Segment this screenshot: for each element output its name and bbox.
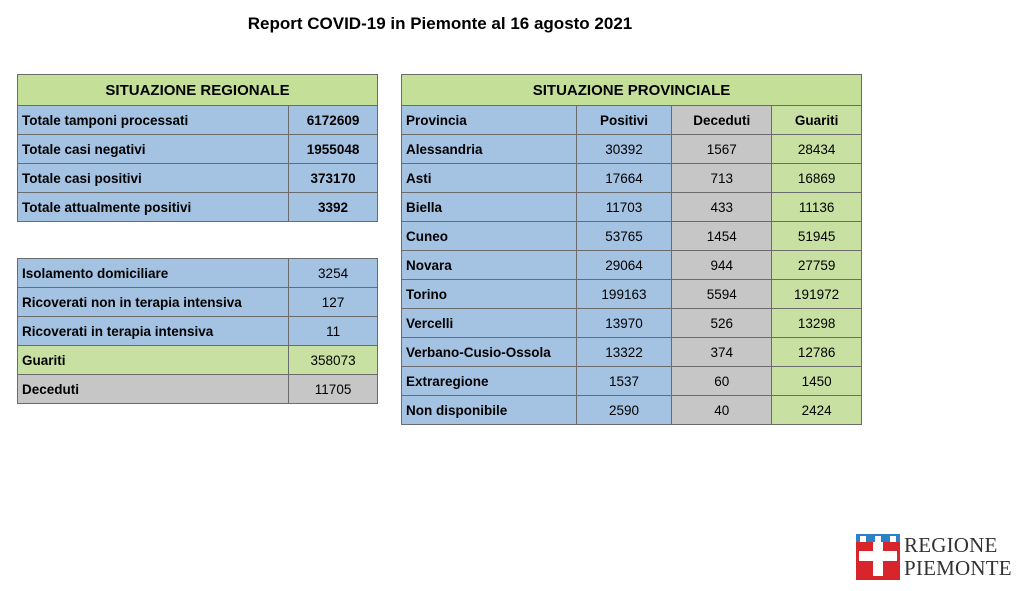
deceduti-value: 433 bbox=[672, 193, 772, 222]
table-row bbox=[402, 309, 862, 338]
positivi-value: 13970 bbox=[576, 309, 672, 338]
table-row bbox=[18, 135, 378, 164]
guariti-value: 51945 bbox=[772, 222, 862, 251]
guariti-value: 12786 bbox=[772, 338, 862, 367]
province-name: Verbano-Cusio-Ossola bbox=[402, 338, 577, 367]
table-row bbox=[18, 346, 378, 375]
column-header: Positivi bbox=[576, 106, 672, 135]
row-value: 6172609 bbox=[289, 106, 378, 135]
positivi-value: 17664 bbox=[576, 164, 672, 193]
table-row bbox=[18, 259, 378, 288]
deceduti-value: 1567 bbox=[672, 135, 772, 164]
logo-line-1: REGIONE bbox=[904, 533, 998, 557]
deceduti-value: 40 bbox=[672, 396, 772, 425]
province-name: Torino bbox=[402, 280, 577, 309]
province-name: Biella bbox=[402, 193, 577, 222]
regional-heading: SITUAZIONE REGIONALE bbox=[18, 75, 378, 106]
table-row bbox=[402, 164, 862, 193]
table-row bbox=[402, 280, 862, 309]
row-value: 373170 bbox=[289, 164, 378, 193]
row-label: Guariti bbox=[18, 346, 289, 375]
positivi-value: 11703 bbox=[576, 193, 672, 222]
deceduti-value: 60 bbox=[672, 367, 772, 396]
column-header: Deceduti bbox=[672, 106, 772, 135]
province-name: Non disponibile bbox=[402, 396, 577, 425]
deceduti-value: 944 bbox=[672, 251, 772, 280]
table-row bbox=[18, 288, 378, 317]
guariti-value: 13298 bbox=[772, 309, 862, 338]
row-value: 1955048 bbox=[289, 135, 378, 164]
row-label: Totale casi positivi bbox=[18, 164, 289, 193]
positivi-value: 13322 bbox=[576, 338, 672, 367]
province-name: Asti bbox=[402, 164, 577, 193]
row-value: 358073 bbox=[289, 346, 378, 375]
table-row bbox=[18, 317, 378, 346]
row-label: Isolamento domiciliare bbox=[18, 259, 289, 288]
table-row bbox=[402, 193, 862, 222]
row-label: Totale attualmente positivi bbox=[18, 193, 289, 222]
deceduti-value: 374 bbox=[672, 338, 772, 367]
column-header: Provincia bbox=[402, 106, 577, 135]
table-row bbox=[402, 338, 862, 367]
row-label: Ricoverati in terapia intensiva bbox=[18, 317, 289, 346]
table-row bbox=[402, 367, 862, 396]
regional-summary-table bbox=[17, 74, 378, 222]
table-header-row bbox=[402, 106, 862, 135]
table-row bbox=[18, 164, 378, 193]
provincial-heading: SITUAZIONE PROVINCIALE bbox=[402, 75, 862, 106]
guariti-value: 2424 bbox=[772, 396, 862, 425]
positivi-value: 199163 bbox=[576, 280, 672, 309]
row-value: 3392 bbox=[289, 193, 378, 222]
row-label: Totale tamponi processati bbox=[18, 106, 289, 135]
row-value: 11705 bbox=[289, 375, 378, 404]
table-row bbox=[402, 251, 862, 280]
provincial-rows bbox=[402, 135, 862, 425]
logo-line-2: PIEMONTE bbox=[904, 556, 1012, 580]
deceduti-value: 526 bbox=[672, 309, 772, 338]
regional-details-table bbox=[17, 258, 378, 404]
table-row bbox=[18, 106, 378, 135]
page-title: Report COVID-19 in Piemonte al 16 agosto 2021 bbox=[247, 14, 633, 33]
province-name: Cuneo bbox=[402, 222, 577, 251]
guariti-value: 191972 bbox=[772, 280, 862, 309]
provincial-table bbox=[401, 74, 862, 425]
guariti-value: 1450 bbox=[772, 367, 862, 396]
guariti-value: 11136 bbox=[772, 193, 862, 222]
row-label: Totale casi negativi bbox=[18, 135, 289, 164]
piemonte-emblem-icon bbox=[856, 534, 900, 580]
guariti-value: 28434 bbox=[772, 135, 862, 164]
province-name: Alessandria bbox=[402, 135, 577, 164]
row-label: Ricoverati non in terapia intensiva bbox=[18, 288, 289, 317]
province-name: Extraregione bbox=[402, 367, 577, 396]
province-name: Novara bbox=[402, 251, 577, 280]
row-value: 3254 bbox=[289, 259, 378, 288]
table-row bbox=[402, 396, 862, 425]
row-label: Deceduti bbox=[18, 375, 289, 404]
table-row bbox=[18, 193, 378, 222]
regione-piemonte-logo bbox=[856, 534, 1016, 582]
positivi-value: 30392 bbox=[576, 135, 672, 164]
positivi-value: 53765 bbox=[576, 222, 672, 251]
deceduti-value: 5594 bbox=[672, 280, 772, 309]
table-row bbox=[402, 135, 862, 164]
positivi-value: 2590 bbox=[576, 396, 672, 425]
province-name: Vercelli bbox=[402, 309, 577, 338]
positivi-value: 29064 bbox=[576, 251, 672, 280]
deceduti-value: 713 bbox=[672, 164, 772, 193]
table-row bbox=[402, 222, 862, 251]
row-value: 11 bbox=[289, 317, 378, 346]
column-header: Guariti bbox=[772, 106, 862, 135]
guariti-value: 16869 bbox=[772, 164, 862, 193]
deceduti-value: 1454 bbox=[672, 222, 772, 251]
guariti-value: 27759 bbox=[772, 251, 862, 280]
table-row bbox=[18, 375, 378, 404]
positivi-value: 1537 bbox=[576, 367, 672, 396]
row-value: 127 bbox=[289, 288, 378, 317]
